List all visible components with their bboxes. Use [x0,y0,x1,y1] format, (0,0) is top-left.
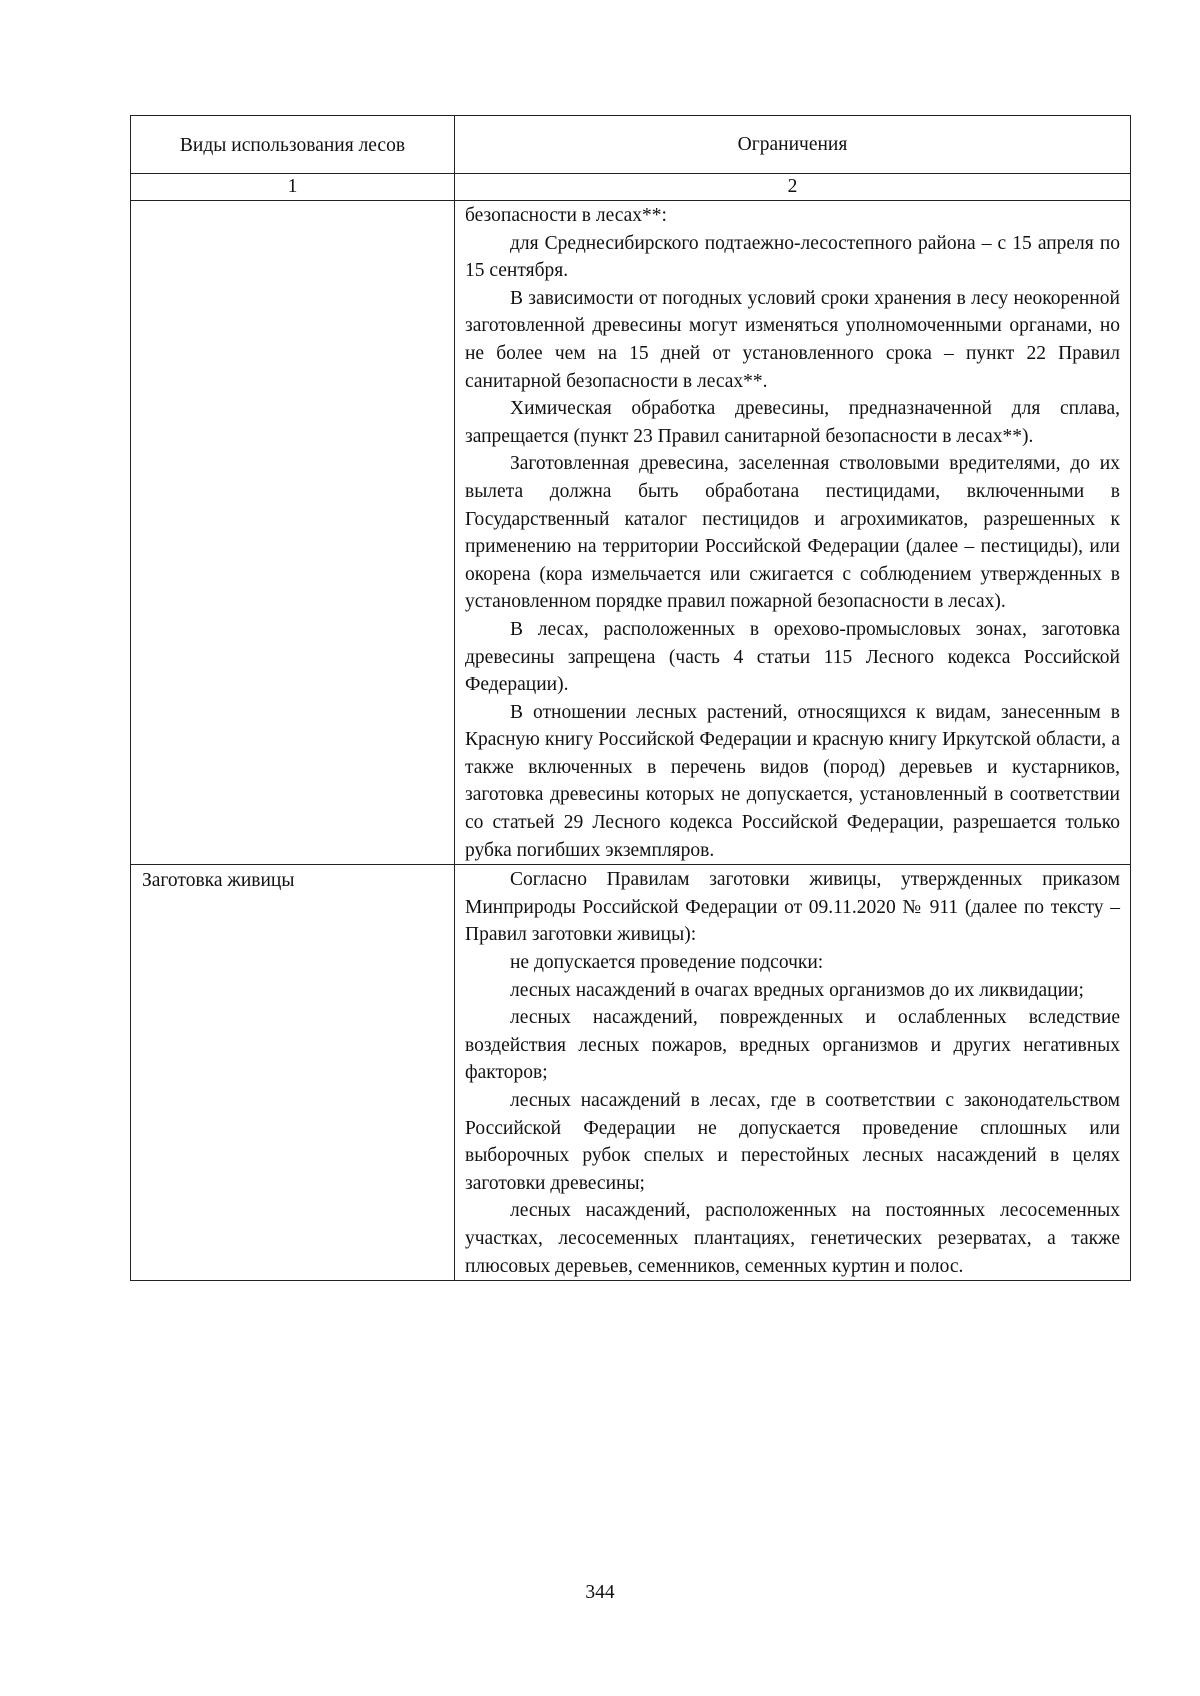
table-row [131,865,1131,1281]
restrictions-cell [455,865,1131,1281]
restriction-paragraph: лесных насаждений в лесах, где в соответствии с законодательством Российской Федерации не допускается проведение сплошных или выборочных рубок спелых и перестойных лесных насаждений в целях заготовки древесины; [465,1090,1120,1194]
column-number-row [131,174,1131,201]
restriction-paragraph: лесных насаждений в очагах вредных организмов до их ликвидации; [510,979,1084,1001]
use-type-cell: Заготовка живицы [131,865,455,1281]
page-number: 344 [585,1582,615,1603]
restriction-paragraph: Заготовленная древесина, заселенная стволовыми вредителями, до их вылета должна быть обработана пестицидами, включенными в Государственный каталог пестицидов и агрохимикатов, разрешенных к применению на территории Российской Федерации (далее – пестициды), или окорена (кора измельчается или сжигается с соблюдением утвержденных в установленном порядке правил пожарной безопасности в лесах). [465,453,1120,613]
restrictions-cell [455,201,1131,865]
header-cell-restrictions [455,116,1131,174]
header-restrictions-label: Ограничения [737,133,848,155]
restriction-paragraph: лесных насаждений, расположенных на постоянных лесосеменных участках, лесосеменных плантациях, генетических резерватах, а также плюсовых деревьев, семенников, семенных куртин и полос. [465,1200,1120,1277]
table-header-row [131,116,1131,174]
restriction-paragraph: безопасности в лесах**: [465,205,667,226]
restriction-paragraph: В зависимости от погодных условий сроки хранения в лесу неокоренной заготовленной древесины могут изменяться уполномоченными органами, но не более чем на 15 дней от установленного срока – пункт 22 Правил санитарной безопасности в лесах**. [465,287,1120,392]
restrictions-table [130,115,1131,1281]
restriction-paragraph: лесных насаждений, поврежденных и ослабленных вследствие воздействия лесных пожаров, вредных организмов и других негативных факторов; [465,1007,1120,1084]
column-number-1: 1 [131,174,455,201]
table-row [131,201,1131,865]
header-cell-forest-use [131,116,455,174]
restriction-paragraph: В лесах, расположенных в орехово-промысловых зонах, заготовка древесины запрещена (часть 4 статьи 115 Лесного кодекса Российской Федерации). [465,618,1120,696]
restriction-paragraph: Химическая обработка древесины, предназначенной для сплава, запрещается (пункт 23 Правил санитарной безопасности в лесах**). [465,398,1120,447]
column-number-2: 2 [455,174,1131,201]
restriction-paragraph: В отношении лесных растений, относящихся к видам, занесенным в Красную книгу Российской Федерации и красную книгу Иркутской области, а также включенных в перечень видов (пород) деревьев и кустарников, заготовка древесины которых не допускается, установленный в соответствии со статьей 29 Лесного кодекса Российской Федерации, разрешается только рубка погибших экземпляров. [465,701,1120,861]
use-type-cell [131,201,455,865]
restriction-paragraph: Согласно Правилам заготовки живицы, утвержденных приказом Минприроды Российской Федерации от 09.11.2020 № 911 (далее по тексту – Правил заготовки живицы): [465,869,1120,946]
restriction-paragraph: не допускается проведение подсочки: [510,952,824,974]
restriction-paragraph: для Среднесибирского подтаежно-лесостепного района – с 15 апреля по 15 сентября. [465,232,1120,282]
header-forest-use-label: Виды использования лесов [179,135,406,156]
